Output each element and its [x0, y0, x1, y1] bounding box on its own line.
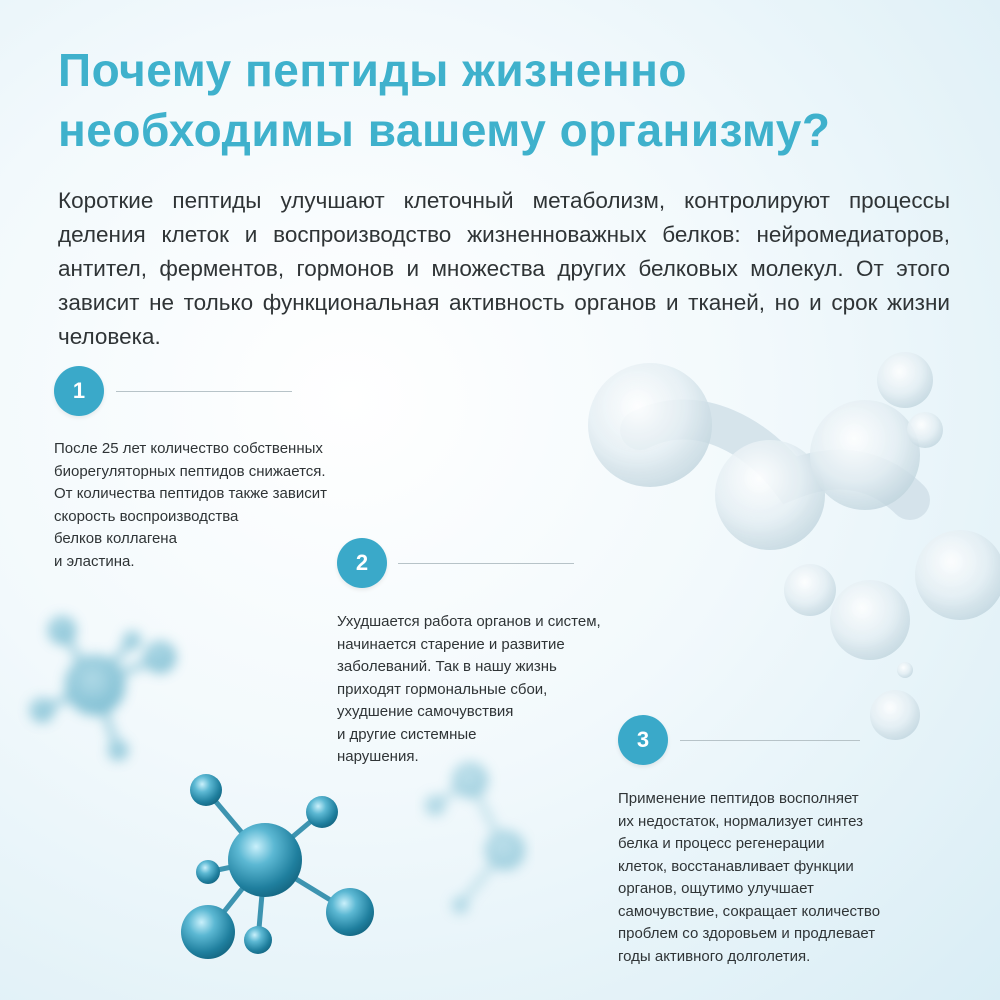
blurred-molecule-left [30, 616, 176, 760]
step-3-divider [680, 740, 860, 741]
blurred-molecule-middle [425, 762, 525, 913]
intro-paragraph: Короткие пептиды улучшают клеточный метаболизм, контролируют процессы деления клеток и воспроизводство жизненноважных белков: нейромедиаторов, антител, ферментов, гормонов и множества других белковых молекул. От этого зависит не только функциональная активность органов и тканей, но и срок жизни человека. [58, 188, 950, 349]
step-2-text: Ухудшается работа органов и систем, начинается старение и развитие заболеваний. Так в нашу жизнь приходят гормональные сбои, ухудшение самочувствия и другие системные нарушения. [337, 613, 601, 765]
page-title [58, 40, 958, 160]
step-3-badge: 3 [618, 715, 668, 765]
title-line-1: Почему пептиды жизненно [58, 44, 687, 96]
step-2-divider [398, 563, 574, 564]
glass-molecule [588, 352, 1000, 740]
blue-molecule [181, 774, 374, 959]
step-1-text: После 25 лет количество собственных биорегуляторных пептидов снижается. От количества пептидов также зависит скорость воспроизводства белков коллагена и эластина. [54, 440, 327, 570]
step-3-text: Применение пептидов восполняет их недостаток, нормализует синтез белка и процесс регенерации клеток, восстанавливает функции органов, ощутимо улучшает самочувствие, сокращает количество проблем со здоровьем и продлевает годы активного долголетия. [618, 790, 881, 965]
step-1-divider [116, 391, 292, 392]
title-line-2: необходимы вашему организму? [58, 104, 831, 156]
step-1-badge: 1 [54, 366, 104, 416]
step-2-badge: 2 [337, 538, 387, 588]
